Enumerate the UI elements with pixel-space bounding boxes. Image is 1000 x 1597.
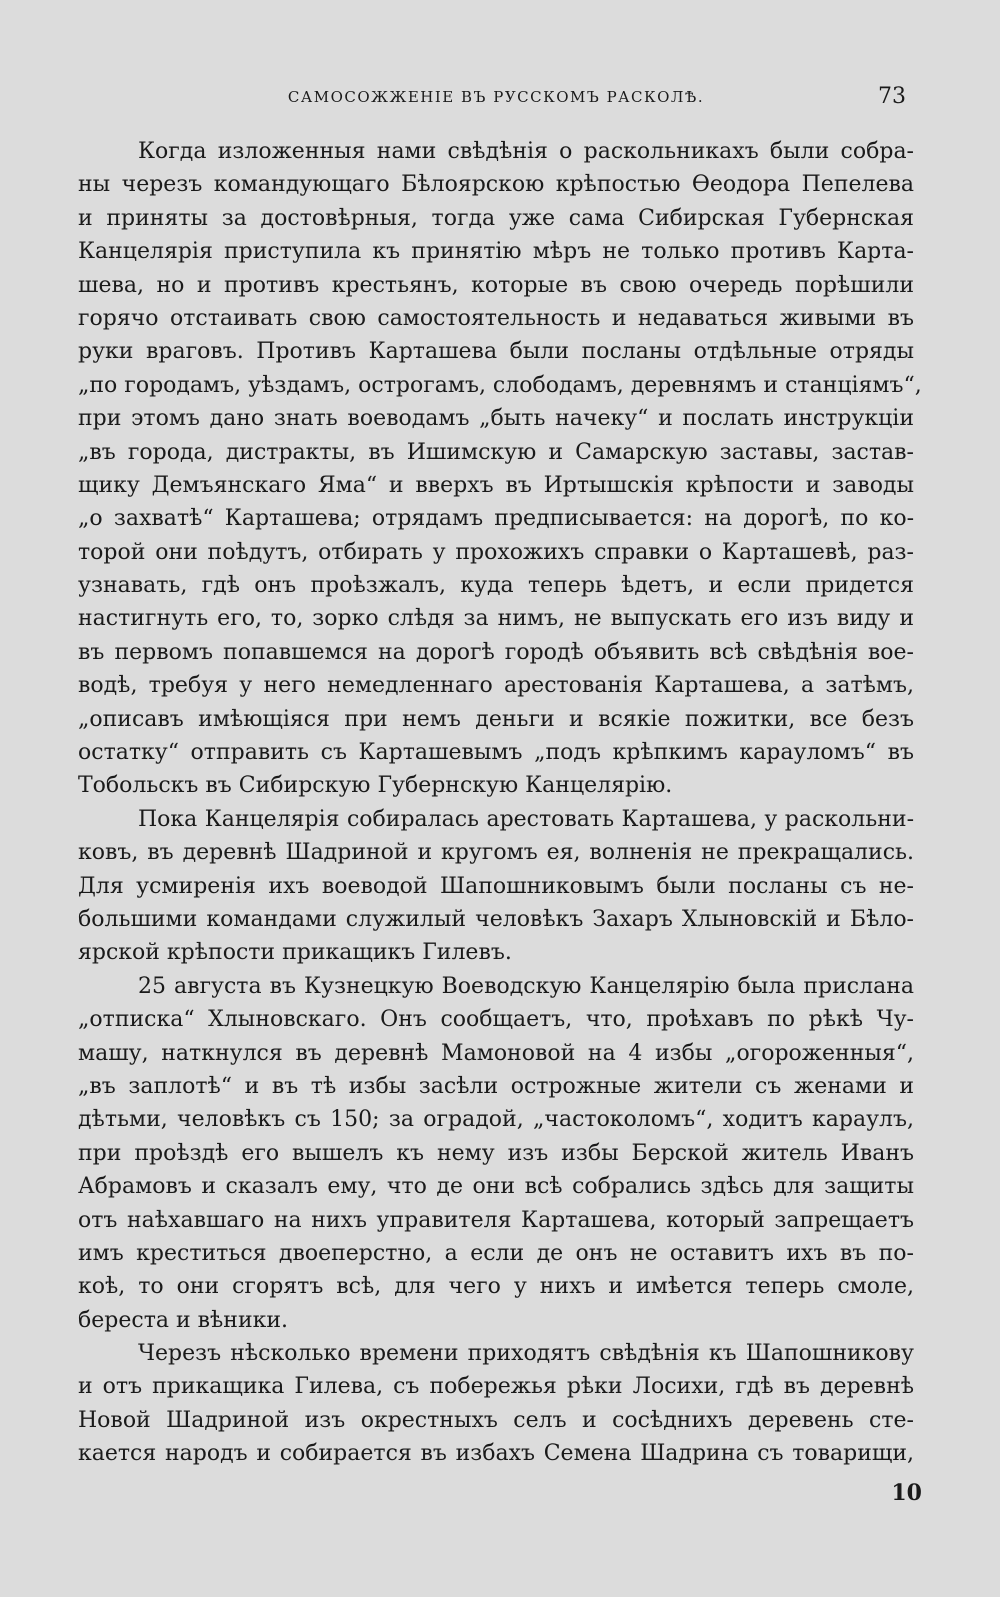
text-line: водѣ, требуя у него немедленнаго арестованія Карташева, а затѣмъ, [78,673,914,699]
text-line: Новой Шадриной изъ окрестныхъ селъ и сосѣднихъ деревень сте- [78,1407,914,1433]
text-line: при проѣздѣ его вышелъ къ нему изъ избы Берской житель Иванъ [78,1140,914,1166]
running-title: САМОСОЖЖЕНІЕ ВЪ РУССКОМЪ РАСКОЛѢ. [287,88,705,106]
text-line: въ первомъ попавшемся на дорогѣ городѣ объявить всѣ свѣдѣнія вое- [78,639,914,665]
text-line: ковъ, въ деревнѣ Шадриной и кругомъ ея, волненія не прекращались. [78,840,914,866]
text-line: отъ наѣхавшаго на нихъ управителя Карташева, который запрещаетъ [78,1207,914,1233]
text-line: остатку“ отправить съ Карташевымъ „подъ крѣпкимъ карауломъ“ въ [78,740,914,766]
text-line: Для усмиренія ихъ воеводой Шапошниковымъ были посланы съ не- [78,873,914,899]
page-header [78,84,914,114]
text-line: щику Демъянскаго Яма“ и вверхъ въ Иртышскія крѣпости и заводы [78,472,914,498]
text-line: и отъ прикащика Гилева, съ побережья рѣки Лосихи, гдѣ въ деревнѣ [78,1374,914,1400]
text-line: „въ города, дистракты, въ Ишимскую и Самарскую заставы, застав- [78,439,914,465]
text-line: береста и вѣники. [78,1307,289,1333]
text-line: „въ заплотѣ“ и въ тѣ избы засѣли острожные жители съ женами и [78,1073,914,1099]
text-line: узнавать, гдѣ онъ проѣзжалъ, куда теперь ѣдетъ, и если придется [78,573,914,599]
text-line: ны черезъ командующаго Бѣлоярскою крѣпостью Ѳеодора Пепелева [78,172,914,198]
text-line: дѣтьми, человѣкъ съ 150; за оградой, „частоколомъ“, ходитъ караулъ, [78,1107,914,1133]
body-text [78,135,922,1471]
signature-mark: 10 [891,1480,922,1506]
text-line: „описавъ имѣющіяся при немъ деньги и всякіе пожитки, все безъ [78,706,914,732]
text-line: шева, но и противъ крестьянъ, которые въ свою очередь порѣшили [78,272,914,298]
text-line: машу, наткнулся въ деревнѣ Мамоновой на 4 избы „огороженныя“, [78,1040,914,1066]
page-number: 73 [878,84,906,109]
text-line: „по городамъ, уѣздамъ, острогамъ, слободамъ, деревнямъ и станціямъ“, [78,372,922,398]
text-line: руки враговъ. Противъ Карташева были посланы отдѣльные отряды [78,339,914,365]
text-line: Канцелярія приступила къ принятію мѣръ не только противъ Карта- [78,239,914,265]
text-line: ярской крѣпости прикащикъ Гилевъ. [78,940,512,966]
text-line: горячо отстаивать свою самостоятельность и недаваться живыми въ [78,305,914,331]
text-line: Когда изложенныя нами свѣдѣнія о раскольникахъ были собра- [138,139,914,164]
text-line: Пока Канцелярія собиралась арестовать Карташева, у раскольни- [138,806,914,832]
text-line: кается народъ и собирается въ избахъ Семена Шадрина съ товарищи, [78,1441,914,1467]
text-line: „отписка“ Хлыновскаго. Онъ сообщаетъ, что, проѣхавъ по рѣкѣ Чу- [78,1007,914,1033]
text-line: 25 августа въ Кузнецкую Воеводскую Канцелярію была прислана [138,973,914,999]
text-line: большими командами служилый человѣкъ Захаръ Хлыновскій и Бѣло- [78,906,914,932]
text-line: и приняты за достовѣрныя, тогда уже сама Сибирская Губернская [78,205,914,231]
text-line: „о захватѣ“ Карташева; отрядамъ предписывается: на дорогѣ, по ко- [78,506,914,532]
text-line: настигнуть его, то, зорко слѣдя за нимъ, не выпускать его изъ виду и [78,606,914,632]
text-line: коѣ, то они сгорятъ всѣ, для чего у нихъ и имѣется теперь смоле, [78,1274,914,1300]
text-line: при этомъ дано знать воеводамъ „быть начеку“ и послать инструкціи [78,406,914,432]
text-line: Черезъ нѣсколько времени приходятъ свѣдѣнія къ Шапошникову [138,1341,914,1367]
text-line: торой они поѣдутъ, отбирать у прохожихъ справки о Карташевѣ, раз- [78,539,914,565]
text-line: имъ креститься двоеперстно, а если де онъ не оставитъ ихъ въ по- [78,1240,914,1266]
text-line: Абрамовъ и сказалъ ему, что де они всѣ собрались здѣсь для защиты [78,1174,914,1200]
text-line: Тобольскъ въ Сибирскую Губернскую Канцелярію. [78,773,673,799]
